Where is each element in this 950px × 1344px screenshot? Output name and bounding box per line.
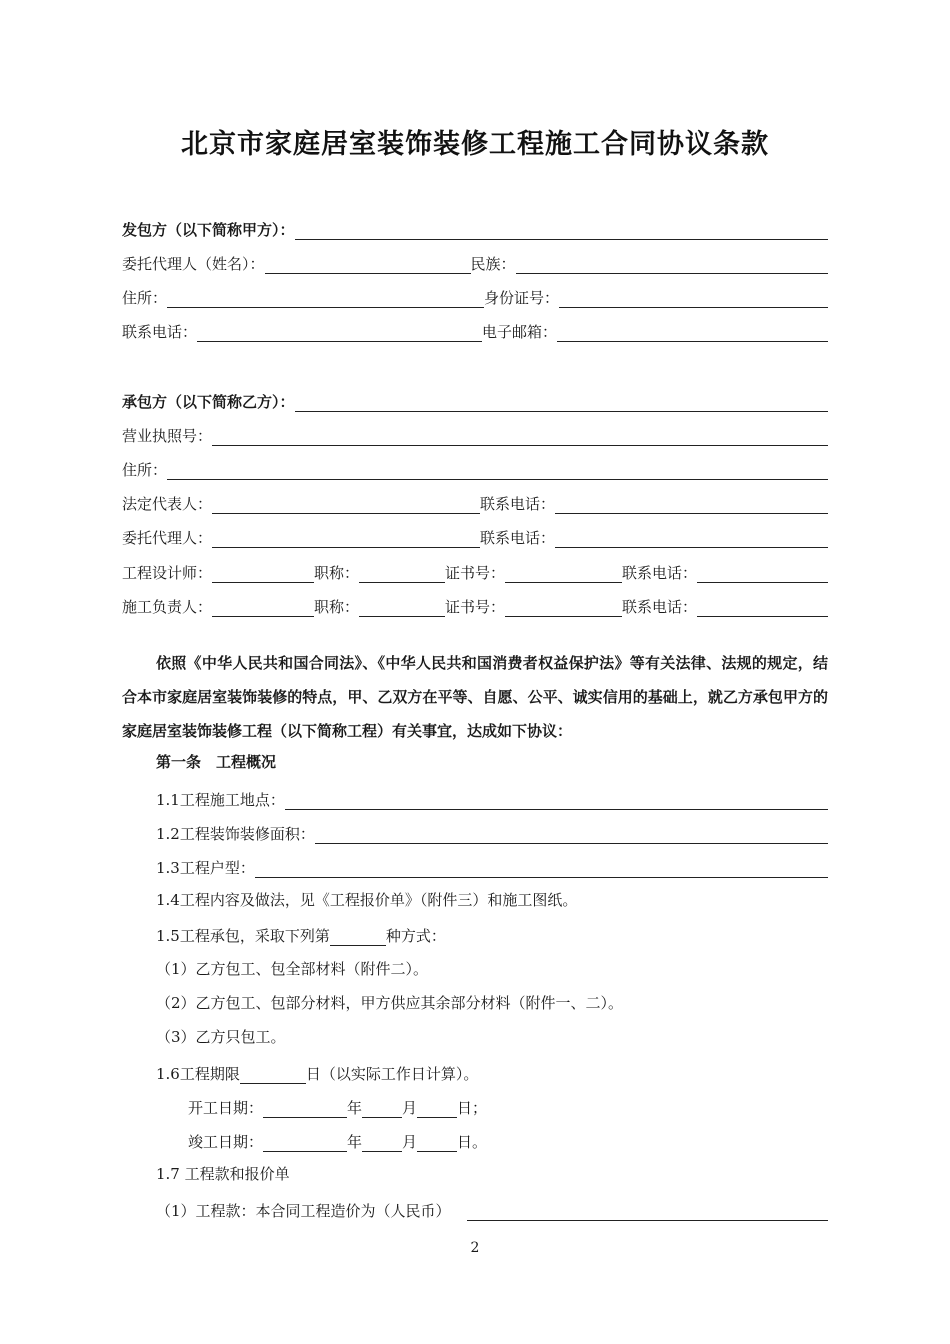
party-b-agent-row [122, 522, 828, 548]
party-b-license-label: 营业执照号： [122, 427, 213, 445]
start-date-label: 开工日期： [188, 1099, 264, 1117]
party-b-legal-rep-label: 法定代表人： [122, 495, 213, 513]
article-1-heading: 第一条 工程概况 [156, 753, 277, 771]
party-b-legal-rep-phone-label: 联系电话： [480, 495, 556, 513]
party-a-id-field[interactable] [559, 289, 828, 308]
start-month-unit: 月 [402, 1099, 418, 1117]
item-1-7-1-row [156, 1195, 828, 1221]
party-b-designer-row [122, 557, 828, 583]
manager-phone-label: 联系电话： [622, 598, 698, 616]
item-1-6-label: 1.6工程期限 [156, 1065, 240, 1083]
party-b-address-field[interactable] [167, 461, 828, 480]
party-b-manager-row [122, 591, 828, 617]
party-a-address-field[interactable] [167, 289, 484, 308]
party-b-name-field[interactable] [295, 393, 828, 412]
party-b-license-field[interactable] [212, 427, 828, 446]
manager-label: 施工负责人： [122, 598, 213, 616]
designer-name-field[interactable] [212, 564, 314, 583]
page-number: 2 [470, 1240, 480, 1256]
party-a-phone-field[interactable] [197, 323, 482, 342]
party-b-heading-row [122, 386, 828, 412]
item-1-1-label: 1.1工程施工地点： [156, 791, 285, 809]
page-title: 北京市家庭居室装饰装修工程施工合同协议条款 [181, 129, 769, 160]
designer-phone-label: 联系电话： [622, 564, 698, 582]
party-b-agent-phone-label: 联系电话： [480, 529, 556, 547]
party-a-heading-row [122, 214, 828, 240]
contract-method-field[interactable] [330, 927, 386, 946]
designer-title-label: 职称： [314, 564, 360, 582]
manager-cert-label: 证书号： [445, 598, 506, 616]
party-a-email-field[interactable] [557, 323, 828, 342]
party-b-heading: 承包方（以下简称乙方）： [122, 393, 295, 411]
end-year-unit: 年 [347, 1133, 363, 1151]
party-b-license-row [122, 420, 828, 446]
party-b-agent-field[interactable] [212, 529, 480, 548]
item-1-4: 1.4工程内容及做法，见《工程报价单》（附件三）和施工图纸。 [156, 891, 578, 909]
item-1-3-row [156, 852, 828, 878]
item-1-3-label: 1.3工程户型： [156, 859, 255, 877]
end-month-field[interactable] [362, 1133, 402, 1152]
contract-price-field[interactable] [467, 1202, 828, 1221]
item-1-7: 1.7 工程款和报价单 [156, 1165, 290, 1183]
party-b-agent-phone-field[interactable] [555, 529, 828, 548]
designer-label: 工程设计师： [122, 564, 213, 582]
area-field[interactable] [315, 825, 828, 844]
manager-title-field[interactable] [359, 598, 445, 617]
option-3: （3）乙方只包工。 [156, 1028, 286, 1046]
party-a-agent-field[interactable] [265, 255, 471, 274]
party-a-contact-row [122, 316, 828, 342]
manager-title-label: 职称： [314, 598, 360, 616]
end-date-label: 竣工日期： [188, 1133, 264, 1151]
item-1-5-label: 1.5工程承包，采取下列第 [156, 927, 330, 945]
party-a-address-row [122, 282, 828, 308]
end-year-field[interactable] [263, 1133, 347, 1152]
party-a-phone-label: 联系电话： [122, 323, 198, 341]
party-b-address-row [122, 454, 828, 480]
designer-phone-field[interactable] [697, 564, 828, 583]
manager-name-field[interactable] [212, 598, 314, 617]
duration-field[interactable] [240, 1065, 306, 1084]
party-a-address-label: 住所： [122, 289, 168, 307]
start-day-field[interactable] [417, 1099, 457, 1118]
manager-phone-field[interactable] [697, 598, 828, 617]
item-1-7-1-label: （1）工程款：本合同工程造价为（人民币） [156, 1202, 451, 1220]
item-1-2-row [156, 818, 828, 844]
party-a-agent-row [122, 248, 828, 274]
preamble-paragraph: 依照《中华人民共和国合同法》、《中华人民共和国消费者权益保护法》等有关法律、法规的规定，结合本市家庭居室装饰装修的特点，甲、乙双方在平等、自愿、公平、诚实信用的基础上，就乙方承包甲方的家庭居室装饰装修工程（以下简称工程）有关事宜，达成如下协议： [122, 654, 828, 740]
item-1-6-suffix: 日（以实际工作日计算）。 [305, 1065, 479, 1083]
option-1: （1）乙方包工、包全部材料（附件二）。 [156, 960, 429, 978]
party-b-agent-label: 委托代理人： [122, 529, 213, 547]
start-year-field[interactable] [263, 1099, 347, 1118]
item-1-6-row [156, 1058, 478, 1084]
end-day-field[interactable] [417, 1133, 457, 1152]
manager-cert-field[interactable] [505, 598, 622, 617]
end-day-unit: 日。 [457, 1133, 488, 1151]
party-a-email-label: 电子邮箱： [482, 323, 558, 341]
item-1-5-suffix: 种方式： [385, 927, 446, 945]
party-b-address-label: 住所： [122, 461, 168, 479]
site-address-field[interactable] [285, 791, 828, 810]
designer-cert-field[interactable] [505, 564, 622, 583]
designer-title-field[interactable] [359, 564, 445, 583]
party-b-legal-rep-row [122, 488, 828, 514]
party-a-ethnicity-field[interactable] [516, 255, 828, 274]
start-day-unit: 日； [457, 1099, 488, 1117]
item-1-1-row [156, 784, 828, 810]
end-month-unit: 月 [402, 1133, 418, 1151]
item-1-5-row [156, 920, 446, 946]
party-a-agent-label: 委托代理人（姓名）： [122, 255, 265, 273]
party-a-id-label: 身份证号： [484, 289, 560, 307]
start-month-field[interactable] [362, 1099, 402, 1118]
party-b-legal-rep-phone-field[interactable] [555, 495, 828, 514]
end-date-row [188, 1126, 487, 1152]
party-b-legal-rep-field[interactable] [212, 495, 480, 514]
designer-cert-label: 证书号： [445, 564, 506, 582]
start-date-row [188, 1092, 487, 1118]
item-1-2-label: 1.2工程装饰装修面积： [156, 825, 315, 843]
party-a-ethnicity-label: 民族： [470, 255, 516, 273]
start-year-unit: 年 [347, 1099, 363, 1117]
party-a-name-field[interactable] [295, 221, 828, 240]
unit-type-field[interactable] [255, 859, 828, 878]
option-2: （2）乙方包工、包部分材料，甲方供应其余部分材料（附件一、二）。 [156, 994, 624, 1012]
party-a-heading: 发包方（以下简称甲方）： [122, 221, 295, 239]
